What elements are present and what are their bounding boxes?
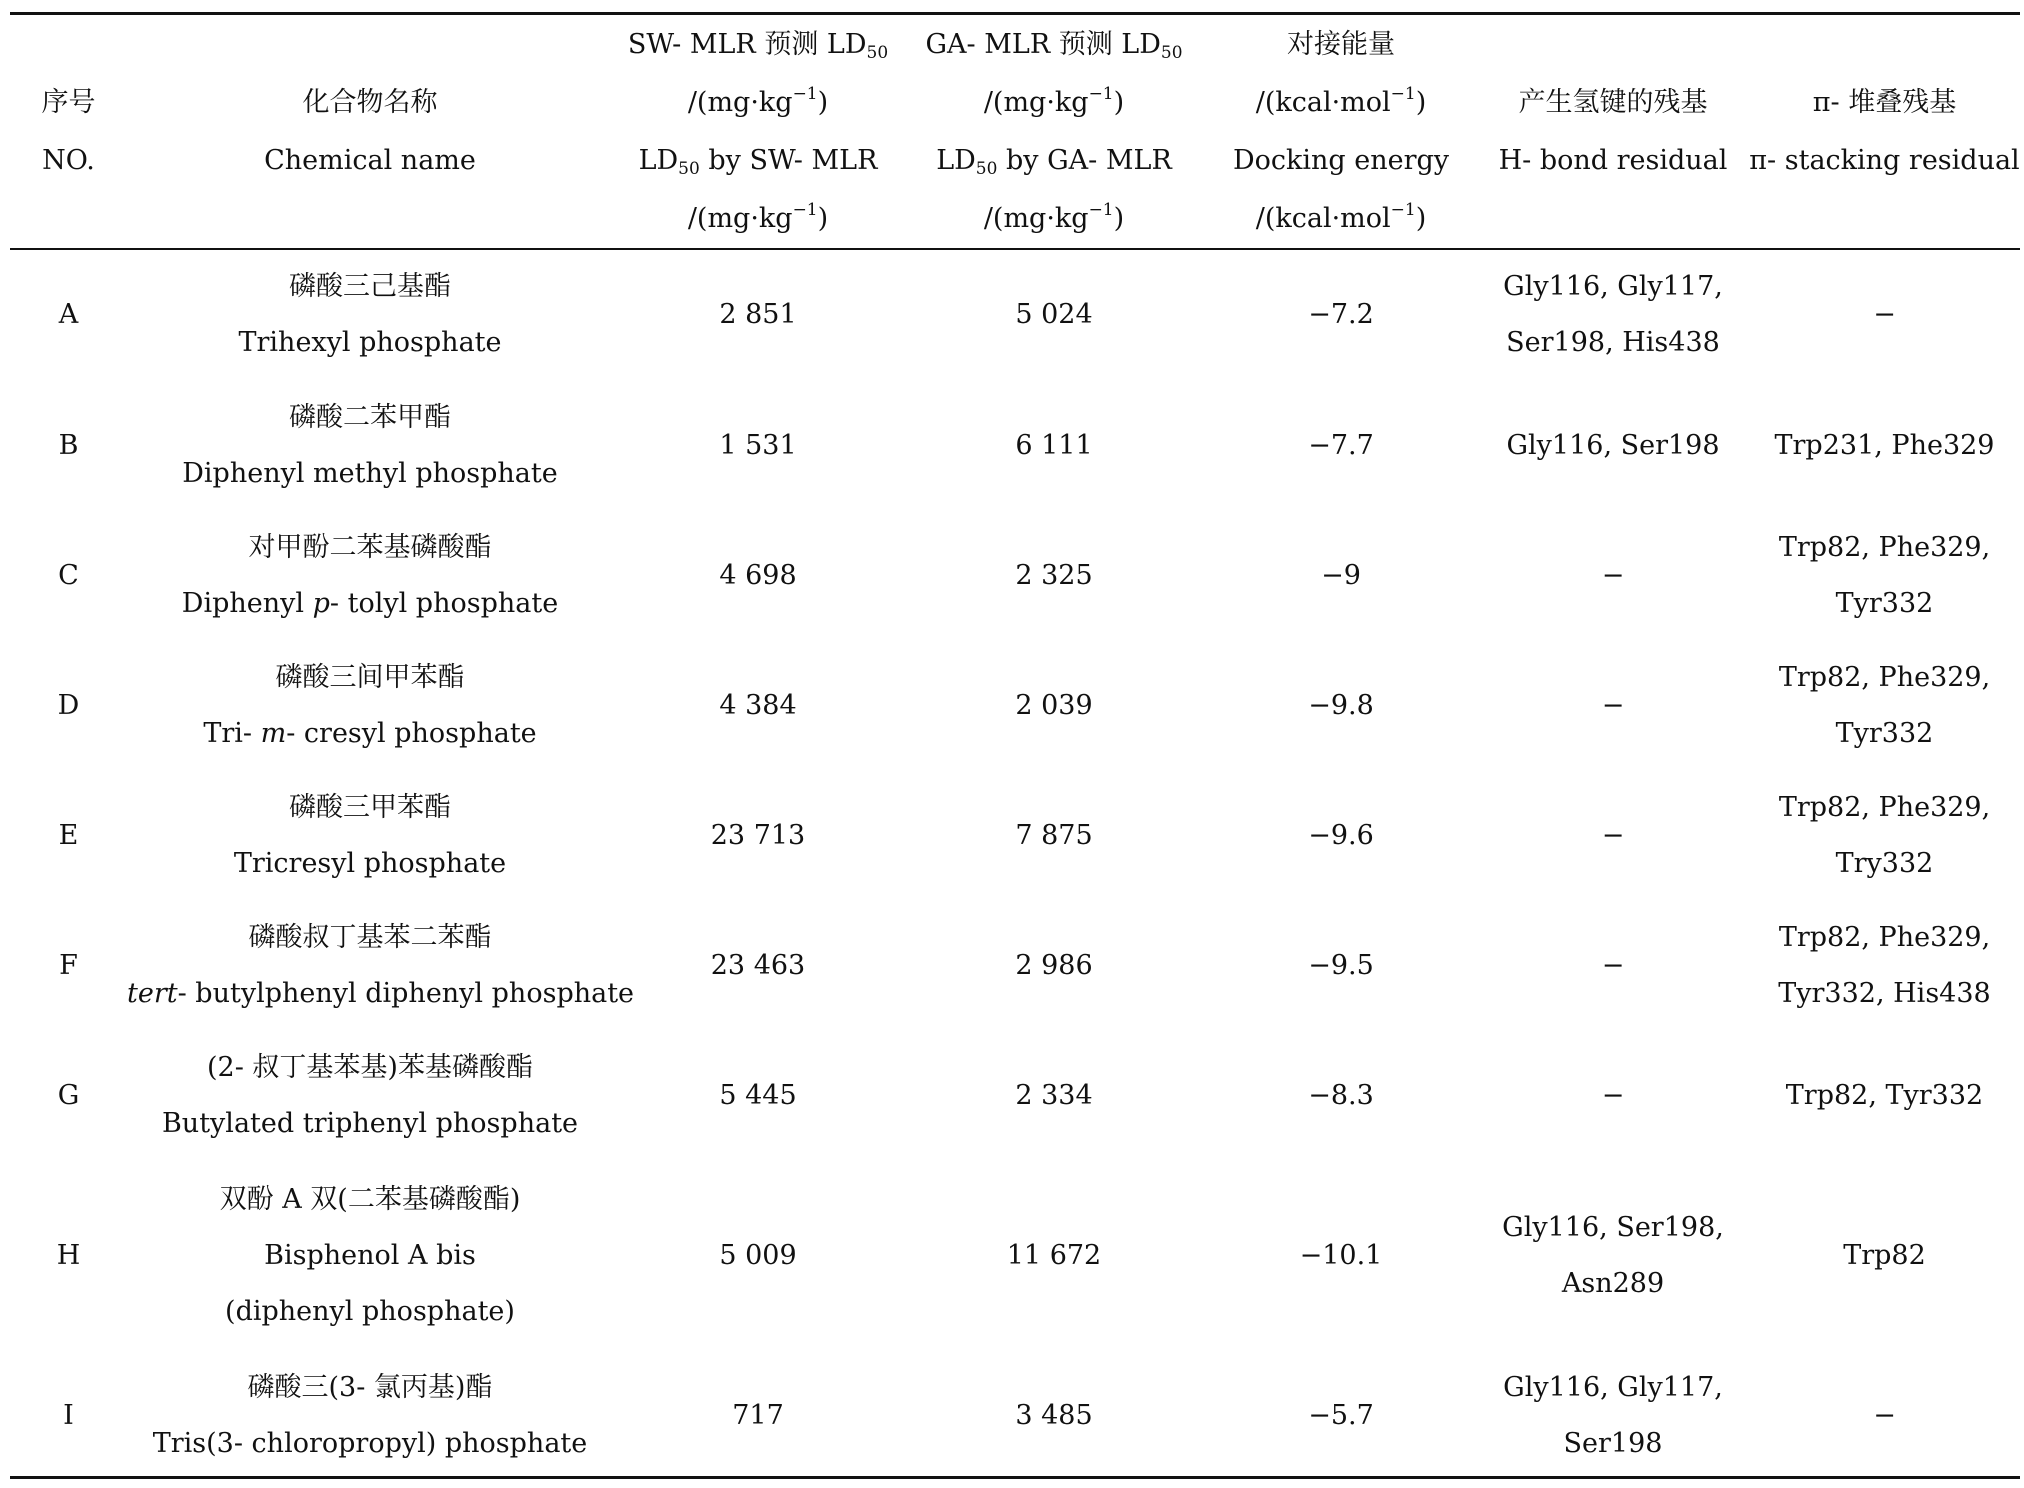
data-table (10, 15, 2020, 1481)
header-sw-zh-text: SW- MLR 预测 LD (627, 28, 867, 60)
row-sw-ld50: 5 009 (719, 1240, 797, 1271)
header-name (127, 15, 613, 248)
header-ga (903, 15, 1205, 248)
row-name-zh: 双酚 A 双(二苯基磷酸酯) (219, 1184, 521, 1215)
row-hbond-line: Gly116, Ser198, (1502, 1212, 1724, 1243)
header-sw-zh (613, 16, 903, 74)
row-ga-ld50: 2 039 (1015, 690, 1093, 721)
row-hbond-line: Gly116, Ser198 (1506, 430, 1720, 461)
row-name (127, 1031, 613, 1161)
header-sw-unit2-b: ) (817, 202, 829, 234)
header-hbond (1477, 15, 1749, 248)
header-pi (1749, 15, 2020, 248)
row-name-en-italic: tert (127, 978, 178, 1009)
row-hbond (1477, 1031, 1749, 1161)
header-ga-en-post: by GA- MLR (997, 144, 1172, 176)
table-row (10, 641, 2020, 771)
table-row (10, 1161, 2020, 1351)
row-ga-ld50: 7 875 (1015, 820, 1093, 851)
row-name-en: Butylated triphenyl phosphate (161, 1108, 579, 1139)
row-no: D (57, 690, 80, 721)
row-name-en-italic: m (260, 718, 287, 749)
header-sw-unit1-b: ) (817, 86, 829, 118)
row-hbond-line: − (1601, 950, 1625, 981)
header-sw-unit1-a: /(mg·kg (687, 86, 793, 118)
row-pi-line: Trp82, Phe329, (1778, 532, 1991, 563)
row-hbond (1477, 1351, 1749, 1481)
header-ga-unit1-b: ) (1113, 86, 1125, 118)
row-no: G (57, 1080, 80, 1111)
row-name-en-b: - cresyl phosphate (286, 718, 537, 749)
header-ga-unit2-sup: −1 (1088, 199, 1114, 220)
row-name-en-italic: p (312, 588, 330, 619)
row-docking-energy: −7.2 (1308, 298, 1374, 330)
row-name (127, 1161, 613, 1351)
header-pi-en: π- stacking residual (1749, 144, 2020, 176)
row-hbond-line: Ser198 (1563, 1428, 1663, 1459)
row-ga-ld50: 5 024 (1015, 298, 1093, 330)
row-name-zh: 对甲酚二苯基磷酸酯 (248, 532, 492, 563)
row-name-en: Trihexyl phosphate (238, 326, 502, 358)
header-dock-unit2-a: /(kcal·mol (1255, 202, 1391, 234)
header-sw-en-pre: LD (638, 144, 679, 176)
row-name (127, 248, 613, 381)
row-name-en: Tris(3- chloropropyl) phosphate (152, 1428, 588, 1459)
header-dock-unit1-b: ) (1415, 86, 1427, 118)
header-sw-unit2 (613, 190, 903, 248)
row-hbond-line: − (1601, 690, 1625, 721)
row-hbond (1477, 1161, 1749, 1351)
table-row (10, 248, 2020, 381)
header-dock (1205, 15, 1477, 248)
header-name-en: Chemical name (264, 144, 476, 176)
row-pi-line: Tyr332 (1835, 588, 1934, 619)
header-hbond-en: H- bond residual (1498, 144, 1728, 176)
header-pi-zh: π- 堆叠残基 (1812, 86, 1957, 118)
header-sw-zh-sub: 50 (866, 42, 889, 63)
row-name-en (127, 706, 613, 762)
row-name-en: Tricresyl phosphate (233, 848, 507, 879)
row-name (127, 901, 635, 1031)
header-sw-en-sub: 50 (678, 158, 700, 179)
row-pi-line: Tyr332 (1835, 718, 1934, 749)
row-ga-ld50: 11 672 (1006, 1240, 1102, 1271)
row-hbond (1477, 248, 1749, 381)
header-ga-unit2-b: ) (1113, 202, 1125, 234)
row-name-en-b: - tolyl phosphate (329, 588, 559, 619)
row-ga-ld50: 6 111 (1015, 430, 1093, 461)
header-dock-unit2 (1205, 190, 1477, 248)
row-docking-energy: −9.5 (1308, 950, 1374, 981)
table-row (10, 771, 2020, 901)
row-no: B (58, 430, 79, 461)
row-name (127, 771, 613, 901)
header-sw (613, 15, 903, 248)
row-sw-ld50: 4 384 (719, 690, 797, 721)
row-no: F (59, 950, 78, 981)
row-name (127, 381, 613, 511)
row-hbond-line: Asn289 (1561, 1268, 1665, 1299)
row-sw-ld50: 1 531 (719, 430, 797, 461)
row-name (127, 1351, 613, 1481)
row-name-zh: 磷酸三间甲苯酯 (275, 662, 465, 693)
header-ga-unit1 (903, 74, 1205, 132)
row-hbond-line: Ser198, His438 (1506, 326, 1720, 358)
row-sw-ld50: 717 (732, 1400, 784, 1431)
row-pi (1749, 1161, 2020, 1351)
row-pi (1749, 248, 2020, 381)
row-name (127, 641, 613, 771)
header-no-en: NO. (42, 144, 95, 176)
row-no: A (58, 298, 79, 330)
header-sw-en (613, 132, 903, 190)
row-name (127, 511, 613, 641)
row-docking-energy: −9 (1321, 560, 1361, 591)
table-row (10, 511, 2020, 641)
row-pi (1749, 511, 2020, 641)
header-no-zh: 序号 (41, 86, 96, 118)
row-no: I (63, 1400, 74, 1431)
row-ga-ld50: 3 485 (1015, 1400, 1093, 1431)
row-sw-ld50: 23 713 (710, 820, 806, 851)
table-row (10, 901, 2020, 1031)
row-sw-ld50: 5 445 (719, 1080, 797, 1111)
row-name-zh: 磷酸三甲苯酯 (289, 792, 451, 823)
row-hbond (1477, 901, 1749, 1031)
row-hbond (1477, 641, 1749, 771)
header-dock-unit1 (1205, 74, 1477, 132)
row-name-en (127, 576, 613, 632)
header-name-zh: 化合物名称 (302, 86, 438, 118)
row-pi-line: − (1873, 298, 1896, 330)
header-dock-unit2-b: ) (1415, 202, 1427, 234)
row-name-zh: (2- 叔丁基苯基)苯基磷酸酯 (207, 1052, 533, 1083)
table-row (10, 1351, 2020, 1481)
row-pi-line: Try332 (1835, 848, 1934, 879)
row-hbond (1477, 381, 1749, 511)
row-pi (1749, 901, 2020, 1031)
header-ga-en-pre: LD (936, 144, 976, 176)
row-pi (1749, 641, 2020, 771)
row-pi (1749, 771, 2020, 901)
row-pi (1749, 1031, 2020, 1161)
row-name-zh: 磷酸三(3- 氯丙基)酯 (247, 1372, 493, 1403)
header-ga-zh-sub: 50 (1160, 42, 1183, 63)
header-hbond-zh: 产生氢键的残基 (1518, 86, 1708, 118)
row-hbond (1477, 511, 1749, 641)
header-no (10, 15, 127, 248)
row-name-en (127, 966, 635, 1022)
header-dock-unit2-sup: −1 (1390, 199, 1416, 220)
header-ga-zh-text: GA- MLR 预测 LD (925, 28, 1161, 60)
header-ga-unit2-a: /(mg·kg (983, 202, 1089, 234)
row-pi (1749, 381, 2020, 511)
row-pi-line: Trp82, Phe329, (1778, 922, 1991, 953)
table-row (10, 1031, 2020, 1161)
header-ga-unit1-sup: −1 (1088, 83, 1114, 104)
row-sw-ld50: 4 698 (719, 560, 797, 591)
row-pi-line: Trp82, Phe329, (1778, 662, 1991, 693)
row-name-en: (diphenyl phosphate) (225, 1296, 515, 1327)
header-sw-unit2-sup: −1 (792, 199, 818, 220)
row-pi-line: Trp82, Tyr332 (1785, 1080, 1984, 1111)
table-row (10, 381, 2020, 511)
row-ga-ld50: 2 334 (1015, 1080, 1093, 1111)
header-sw-unit1 (613, 74, 903, 132)
row-hbond-line: Gly116, Gly117, (1503, 1372, 1723, 1403)
header-ga-zh (903, 16, 1205, 74)
row-docking-energy: −9.6 (1308, 820, 1374, 851)
header-dock-unit1-a: /(kcal·mol (1255, 86, 1391, 118)
header-ga-en-sub: 50 (975, 158, 998, 179)
row-name-en-b: - butylphenyl diphenyl phosphate (177, 978, 635, 1009)
row-name-en: Diphenyl methyl phosphate (182, 458, 558, 489)
row-pi-line: Trp231, Phe329 (1774, 430, 1995, 461)
row-no: C (58, 560, 79, 591)
row-ga-ld50: 2 325 (1015, 560, 1093, 591)
header-sw-en-post: by SW- MLR (699, 144, 878, 176)
header-ga-unit2 (903, 190, 1205, 248)
row-docking-energy: −8.3 (1308, 1080, 1374, 1111)
header-ga-unit1-a: /(mg·kg (983, 86, 1089, 118)
header-dock-zh: 对接能量 (1287, 28, 1395, 60)
header-dock-unit1-sup: −1 (1390, 83, 1416, 104)
row-no: H (56, 1240, 81, 1271)
row-docking-energy: −7.7 (1308, 430, 1374, 461)
row-pi-line: − (1873, 1400, 1896, 1431)
header-row (10, 15, 2020, 248)
row-pi-line: Tyr332, His438 (1778, 978, 1991, 1009)
row-name-zh: 磷酸叔丁基苯二苯酯 (248, 922, 492, 953)
row-name-en: Bisphenol A bis (264, 1240, 476, 1271)
header-sw-unit2-a: /(mg·kg (687, 202, 793, 234)
row-docking-energy: −10.1 (1299, 1240, 1383, 1271)
row-pi (1749, 1351, 2020, 1481)
header-ga-en (903, 132, 1205, 190)
row-pi-line: Trp82, Phe329, (1778, 792, 1991, 823)
row-name-zh: 磷酸二苯甲酯 (289, 402, 451, 433)
row-hbond-line: Gly116, Gly117, (1503, 270, 1723, 302)
row-name-en-a: Tri- (203, 718, 261, 749)
row-name-en-a: Diphenyl (181, 588, 313, 619)
header-sw-unit1-sup: −1 (792, 83, 818, 104)
row-name-zh: 磷酸三己基酯 (289, 270, 451, 302)
header-dock-en: Docking energy (1232, 144, 1450, 176)
row-hbond-line: − (1601, 820, 1625, 851)
row-hbond-line: − (1601, 1080, 1625, 1111)
row-docking-energy: −9.8 (1308, 690, 1374, 721)
row-docking-energy: −5.7 (1308, 1400, 1374, 1431)
row-ga-ld50: 2 986 (1015, 950, 1093, 981)
row-pi-line: Trp82 (1843, 1240, 1926, 1271)
row-hbond-line: − (1601, 560, 1625, 591)
row-sw-ld50: 2 851 (719, 298, 797, 330)
row-sw-ld50: 23 463 (710, 950, 806, 981)
row-no: E (58, 820, 79, 851)
row-hbond (1477, 771, 1749, 901)
